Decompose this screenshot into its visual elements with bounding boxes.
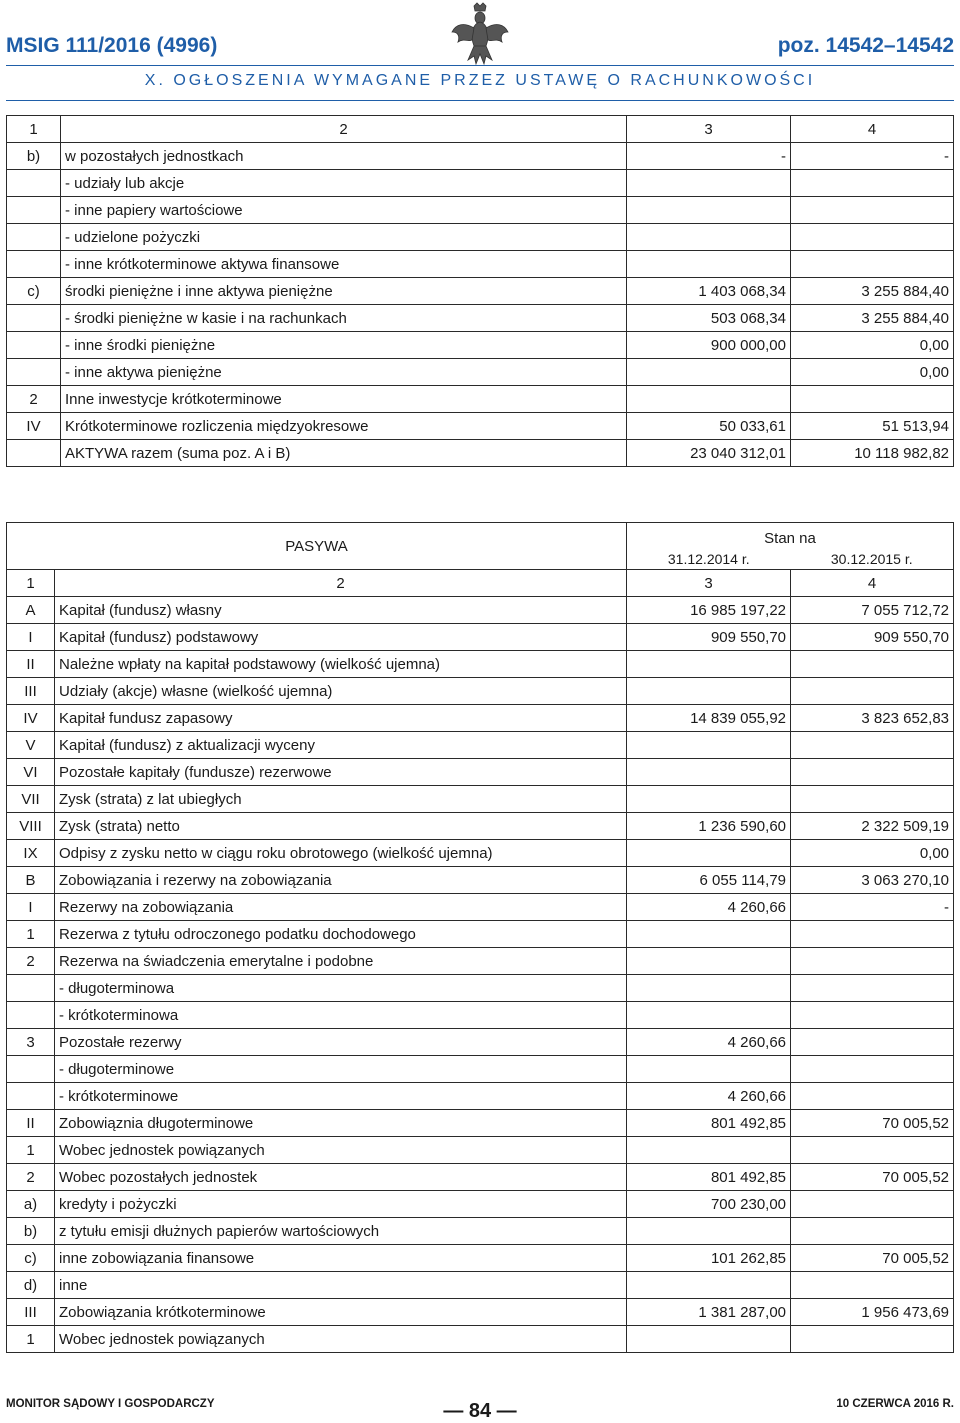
row-index — [7, 251, 61, 278]
stan-na-label: Stan na — [627, 523, 954, 550]
value-prev-year: 16 985 197,22 — [627, 597, 791, 624]
value-curr-year: - — [791, 894, 954, 921]
table-row — [7, 413, 954, 440]
value-curr-year — [791, 759, 954, 786]
header-rule-top — [6, 65, 954, 66]
value-prev-year — [627, 251, 791, 278]
row-label: - udziały lub akcje — [61, 170, 627, 197]
value-curr-year: - — [791, 143, 954, 170]
row-index — [7, 197, 61, 224]
row-label: - środki pieniężne w kasie i na rachunkach — [61, 305, 627, 332]
value-curr-year — [791, 651, 954, 678]
row-index: II — [7, 651, 55, 678]
value-prev-year: 503 068,34 — [627, 305, 791, 332]
row-label: - długoterminowa — [55, 975, 627, 1002]
row-index: b) — [7, 1218, 55, 1245]
row-label: Kapitał (fundusz) własny — [55, 597, 627, 624]
row-label: Pozostałe kapitały (fundusze) rezerwowe — [55, 759, 627, 786]
row-label: AKTYWA razem (suma poz. A i B) — [61, 440, 627, 467]
column-number: 2 — [55, 570, 627, 597]
row-index: III — [7, 1299, 55, 1326]
row-index — [7, 170, 61, 197]
value-curr-year: 0,00 — [791, 840, 954, 867]
date-col-2015: 30.12.2015 r. — [791, 549, 954, 570]
table-row — [7, 1191, 954, 1218]
value-prev-year — [627, 1137, 791, 1164]
table-row — [7, 597, 954, 624]
table-row — [7, 1164, 954, 1191]
row-index: d) — [7, 1272, 55, 1299]
value-curr-year: 70 005,52 — [791, 1164, 954, 1191]
row-label: - krótkoterminowe — [55, 1083, 627, 1110]
value-curr-year — [791, 197, 954, 224]
row-index: IX — [7, 840, 55, 867]
value-prev-year — [627, 1326, 791, 1353]
value-prev-year — [627, 921, 791, 948]
value-prev-year — [627, 197, 791, 224]
row-index: IV — [7, 413, 61, 440]
value-prev-year — [627, 948, 791, 975]
value-prev-year — [627, 1056, 791, 1083]
value-curr-year — [791, 1029, 954, 1056]
row-label: Odpisy z zysku netto w ciągu roku obrotowego (wielkość ujemna) — [55, 840, 627, 867]
value-prev-year — [627, 386, 791, 413]
row-index: IV — [7, 705, 55, 732]
value-curr-year — [791, 1056, 954, 1083]
row-index: 1 — [7, 1137, 55, 1164]
value-curr-year: 2 322 509,19 — [791, 813, 954, 840]
position-number: poz. 14542–14542 — [777, 34, 954, 57]
value-prev-year — [627, 786, 791, 813]
table-row — [7, 278, 954, 305]
value-curr-year — [791, 1137, 954, 1164]
value-curr-year: 10 118 982,82 — [791, 440, 954, 467]
value-prev-year: 6 055 114,79 — [627, 867, 791, 894]
value-prev-year: 1 381 287,00 — [627, 1299, 791, 1326]
row-label: inne zobowiązania finansowe — [55, 1245, 627, 1272]
value-curr-year: 70 005,52 — [791, 1110, 954, 1137]
table-row — [7, 386, 954, 413]
row-index: 2 — [7, 386, 61, 413]
value-curr-year — [791, 732, 954, 759]
table-row — [7, 1083, 954, 1110]
row-index: A — [7, 597, 55, 624]
value-curr-year — [791, 1326, 954, 1353]
table-row — [7, 1218, 954, 1245]
row-index: c) — [7, 278, 61, 305]
row-label: Rezerwa na świadczenia emerytalne i podobne — [55, 948, 627, 975]
table-row — [7, 867, 954, 894]
row-label: Rezerwy na zobowiązania — [55, 894, 627, 921]
value-curr-year: 1 956 473,69 — [791, 1299, 954, 1326]
value-prev-year — [627, 1218, 791, 1245]
journal-issue: MSIG 111/2016 (4996) — [6, 34, 218, 57]
table-row — [7, 705, 954, 732]
row-label: Wobec jednostek powiązanych — [55, 1326, 627, 1353]
row-label: - inne papiery wartościowe — [61, 197, 627, 224]
row-index: 1 — [7, 921, 55, 948]
table-row — [7, 732, 954, 759]
row-label: Kapitał (fundusz) podstawowy — [55, 624, 627, 651]
row-index: VIII — [7, 813, 55, 840]
row-label: Krótkoterminowe rozliczenia międzyokresowe — [61, 413, 627, 440]
row-index: V — [7, 732, 55, 759]
row-label: Zobowiązania i rezerwy na zobowiązania — [55, 867, 627, 894]
value-curr-year — [791, 786, 954, 813]
issue-date: 10 CZERWCA 2016 R. — [836, 1398, 954, 1410]
value-prev-year: 50 033,61 — [627, 413, 791, 440]
pasywa-table — [6, 522, 954, 1353]
value-prev-year — [627, 359, 791, 386]
page-number: — 84 — — [443, 1400, 517, 1422]
value-curr-year: 3 063 270,10 — [791, 867, 954, 894]
value-prev-year: 4 260,66 — [627, 894, 791, 921]
column-number: 2 — [61, 116, 627, 143]
row-label: Zysk (strata) z lat ubiegłych — [55, 786, 627, 813]
table-row — [7, 332, 954, 359]
table-row — [7, 759, 954, 786]
table-row — [7, 624, 954, 651]
row-label: Zobowiązania krótkoterminowe — [55, 1299, 627, 1326]
table-row — [7, 1245, 954, 1272]
table-row — [7, 786, 954, 813]
row-label: w pozostałych jednostkach — [61, 143, 627, 170]
table-row — [7, 224, 954, 251]
table-row — [7, 1272, 954, 1299]
publication-name: MONITOR SĄDOWY I GOSPODARCZY — [6, 1398, 215, 1410]
section-title: X. OGŁOSZENIA WYMAGANE PRZEZ USTAWĘ O RACHUNKOWOŚCI — [144, 72, 816, 89]
row-index — [7, 1056, 55, 1083]
value-curr-year: 70 005,52 — [791, 1245, 954, 1272]
eagle-emblem-icon — [450, 2, 510, 66]
row-index: VII — [7, 786, 55, 813]
row-index: a) — [7, 1191, 55, 1218]
row-label: Inne inwestycje krótkoterminowe — [61, 386, 627, 413]
row-index: 2 — [7, 1164, 55, 1191]
row-label: inne — [55, 1272, 627, 1299]
table-row — [7, 975, 954, 1002]
row-index: b) — [7, 143, 61, 170]
table-row — [7, 678, 954, 705]
value-curr-year — [791, 1191, 954, 1218]
pasywa-title: PASYWA — [7, 523, 627, 570]
value-curr-year — [791, 1218, 954, 1245]
row-label: Kapitał (fundusz) z aktualizacji wyceny — [55, 732, 627, 759]
value-curr-year — [791, 251, 954, 278]
column-number: 4 — [791, 116, 954, 143]
value-curr-year — [791, 1272, 954, 1299]
value-prev-year: 101 262,85 — [627, 1245, 791, 1272]
table-row — [7, 894, 954, 921]
value-prev-year — [627, 170, 791, 197]
value-prev-year — [627, 651, 791, 678]
row-index: 3 — [7, 1029, 55, 1056]
row-label: Pozostałe rezerwy — [55, 1029, 627, 1056]
row-label: - inne aktywa pieniężne — [61, 359, 627, 386]
column-number: 4 — [791, 570, 954, 597]
value-curr-year — [791, 224, 954, 251]
row-label: - inne środki pieniężne — [61, 332, 627, 359]
value-curr-year: 909 550,70 — [791, 624, 954, 651]
value-prev-year — [627, 1002, 791, 1029]
row-index: III — [7, 678, 55, 705]
row-label: - inne krótkoterminowe aktywa finansowe — [61, 251, 627, 278]
row-label: Należne wpłaty na kapitał podstawowy (wielkość ujemna) — [55, 651, 627, 678]
value-curr-year — [791, 948, 954, 975]
value-prev-year — [627, 732, 791, 759]
row-label: - krótkoterminowa — [55, 1002, 627, 1029]
table-row — [7, 840, 954, 867]
value-curr-year — [791, 975, 954, 1002]
value-curr-year: 51 513,94 — [791, 413, 954, 440]
row-label: - długoterminowe — [55, 1056, 627, 1083]
row-index: I — [7, 894, 55, 921]
value-prev-year: 700 230,00 — [627, 1191, 791, 1218]
value-curr-year — [791, 1083, 954, 1110]
value-prev-year: 14 839 055,92 — [627, 705, 791, 732]
date-col-2014: 31.12.2014 r. — [627, 549, 791, 570]
row-index — [7, 440, 61, 467]
row-index: VI — [7, 759, 55, 786]
table-row — [7, 359, 954, 386]
table-row — [7, 651, 954, 678]
table-row — [7, 813, 954, 840]
value-prev-year: 1 236 590,60 — [627, 813, 791, 840]
table-row — [7, 1326, 954, 1353]
value-prev-year: 4 260,66 — [627, 1029, 791, 1056]
column-numbers-row — [7, 570, 954, 597]
value-curr-year: 3 255 884,40 — [791, 278, 954, 305]
row-index — [7, 224, 61, 251]
row-index: B — [7, 867, 55, 894]
value-prev-year: 4 260,66 — [627, 1083, 791, 1110]
row-label: Wobec jednostek powiązanych — [55, 1137, 627, 1164]
row-index — [7, 305, 61, 332]
value-prev-year — [627, 975, 791, 1002]
table-row — [7, 170, 954, 197]
row-index — [7, 1083, 55, 1110]
row-label: z tytułu emisji dłużnych papierów wartościowych — [55, 1218, 627, 1245]
value-curr-year: 7 055 712,72 — [791, 597, 954, 624]
value-prev-year: 801 492,85 — [627, 1110, 791, 1137]
table-row — [7, 1029, 954, 1056]
value-curr-year — [791, 678, 954, 705]
row-label: Zysk (strata) netto — [55, 813, 627, 840]
header-rule-bottom — [6, 100, 954, 101]
value-prev-year: 801 492,85 — [627, 1164, 791, 1191]
column-number: 1 — [7, 116, 61, 143]
row-index: I — [7, 624, 55, 651]
row-index: 2 — [7, 948, 55, 975]
row-index — [7, 359, 61, 386]
value-prev-year — [627, 224, 791, 251]
value-curr-year: 3 255 884,40 — [791, 305, 954, 332]
table-row — [7, 143, 954, 170]
table-row — [7, 1056, 954, 1083]
value-curr-year: 0,00 — [791, 332, 954, 359]
value-prev-year — [627, 840, 791, 867]
value-curr-year: 0,00 — [791, 359, 954, 386]
table-row — [7, 1002, 954, 1029]
row-label: Udziały (akcje) własne (wielkość ujemna) — [55, 678, 627, 705]
table-row — [7, 1137, 954, 1164]
row-label: kredyty i pożyczki — [55, 1191, 627, 1218]
table-row — [7, 921, 954, 948]
value-prev-year: 900 000,00 — [627, 332, 791, 359]
row-index: II — [7, 1110, 55, 1137]
value-curr-year — [791, 921, 954, 948]
row-label: Kapitał fundusz zapasowy — [55, 705, 627, 732]
value-curr-year — [791, 386, 954, 413]
value-prev-year: - — [627, 143, 791, 170]
row-index: 1 — [7, 1326, 55, 1353]
table-row — [7, 251, 954, 278]
value-prev-year: 909 550,70 — [627, 624, 791, 651]
table-row — [7, 197, 954, 224]
row-index — [7, 1002, 55, 1029]
row-index — [7, 332, 61, 359]
column-numbers-row — [7, 116, 954, 143]
value-curr-year: 3 823 652,83 — [791, 705, 954, 732]
value-curr-year — [791, 170, 954, 197]
row-index: c) — [7, 1245, 55, 1272]
value-curr-year — [791, 1002, 954, 1029]
value-prev-year — [627, 678, 791, 705]
value-prev-year — [627, 759, 791, 786]
table-row — [7, 305, 954, 332]
value-prev-year — [627, 1272, 791, 1299]
row-label: Zobowiąznia długoterminowe — [55, 1110, 627, 1137]
table-row — [7, 948, 954, 975]
row-label: - udzielone pożyczki — [61, 224, 627, 251]
column-number: 3 — [627, 570, 791, 597]
value-prev-year: 1 403 068,34 — [627, 278, 791, 305]
table-row — [7, 1110, 954, 1137]
table-row — [7, 440, 954, 467]
aktywa-table — [6, 115, 954, 467]
value-prev-year: 23 040 312,01 — [627, 440, 791, 467]
row-label: Rezerwa z tytułu odroczonego podatku dochodowego — [55, 921, 627, 948]
column-number: 1 — [7, 570, 55, 597]
row-label: środki pieniężne i inne aktywa pieniężne — [61, 278, 627, 305]
row-label: Wobec pozostałych jednostek — [55, 1164, 627, 1191]
row-index — [7, 975, 55, 1002]
column-number: 3 — [627, 116, 791, 143]
table-row — [7, 1299, 954, 1326]
